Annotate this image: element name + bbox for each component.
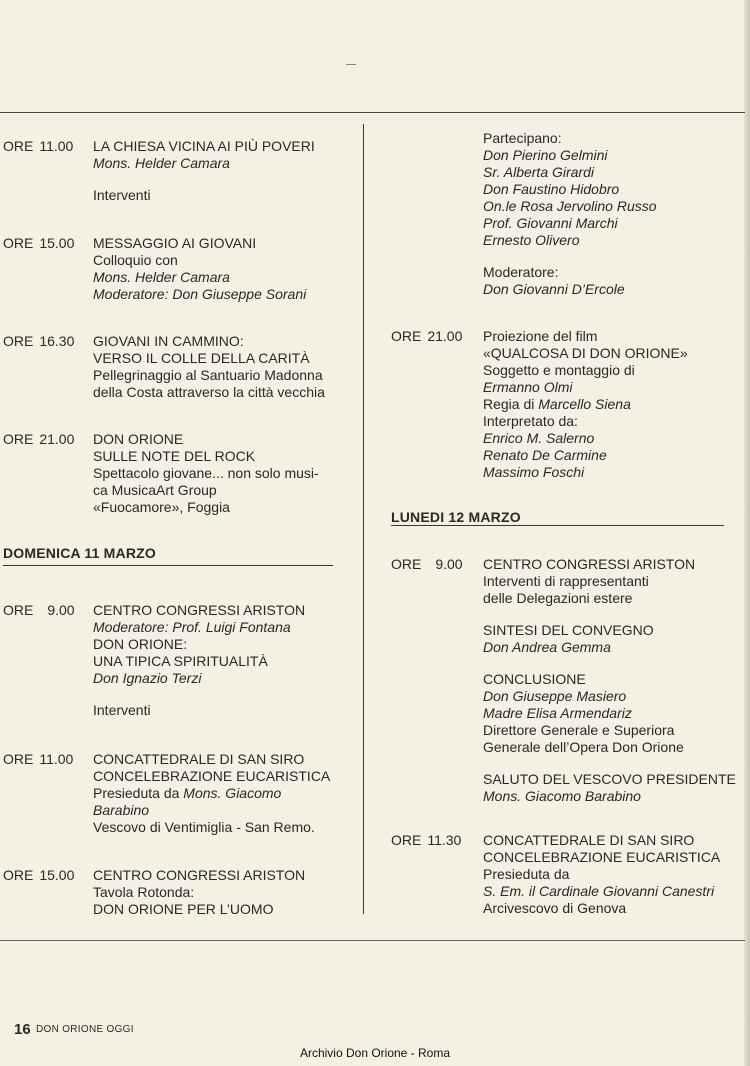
entry-line (93, 702, 305, 719)
entry-line (93, 333, 325, 350)
spacer (483, 249, 657, 264)
entry-body (483, 832, 720, 917)
entry-line (93, 367, 325, 384)
bottom-rule (0, 940, 745, 941)
line-text: Generale dell’Opera Don Orione (483, 739, 684, 755)
line-text: Interventi (93, 187, 151, 203)
entry-line (93, 350, 325, 367)
entry-line (93, 465, 319, 482)
entry-time (3, 751, 73, 768)
line-text: Massimo Foschi (483, 464, 585, 480)
entry-line (483, 328, 688, 345)
top-rule (0, 112, 745, 113)
entry-line (93, 602, 305, 619)
day-heading-lunedi: LUNEDI 12 MARZO (391, 509, 521, 525)
entry-body (93, 235, 306, 303)
line-text: LA CHIESA VICINA AI PIÙ POVERI (93, 138, 315, 154)
entry-time (3, 235, 74, 252)
entry-line (93, 482, 319, 499)
entry-line (483, 447, 688, 464)
ore-label: ORE (391, 832, 422, 848)
entry-line (483, 396, 688, 413)
line-text: Presieduta da (93, 785, 184, 801)
line-text: Interventi di rappresentanti (483, 573, 649, 589)
line-text: Renato De Carmine (483, 447, 607, 463)
entry-line (483, 788, 736, 805)
entry-time (3, 867, 74, 884)
entry-line (483, 130, 657, 147)
line-text: CENTRO CONGRESSI ARISTON (483, 556, 696, 572)
line-text: Don Pierino Gelmini (483, 147, 608, 163)
line-text: Interpretato da: (483, 413, 578, 429)
time-value: 15.00 (39, 235, 75, 251)
entry-line (93, 448, 319, 465)
line-text: Don Giovanni D’Ercole (483, 281, 625, 297)
entry-body (483, 328, 688, 481)
line-text: On.le Rosa Jervolino Russo (483, 198, 657, 214)
line-text: SULLE NOTE DEL ROCK (93, 448, 256, 464)
line-text: Enrico M. Salerno (483, 430, 595, 446)
line-text: Ermanno Olmi (483, 379, 573, 395)
line-text: Sr. Alberta Girardi (483, 164, 594, 180)
line-text: Barabino (93, 802, 150, 818)
line-text: CONCELEBRAZIONE EUCARISTICA (483, 849, 721, 865)
entry-time (3, 431, 74, 448)
magazine-title: DON ORIONE OGGI (36, 1024, 134, 1035)
line-text: ca MusicaArt Group (93, 482, 217, 498)
entry-line (93, 901, 305, 918)
line-text: Regia di (483, 396, 539, 412)
entry-line (93, 751, 330, 768)
entry-line (483, 849, 720, 866)
time-value: 21.00 (39, 431, 75, 447)
entry-line (483, 556, 736, 573)
entry-line (93, 499, 319, 516)
entry-line (483, 232, 657, 249)
entry-line (93, 867, 305, 884)
line-text: Arcivescovo di Genova (483, 900, 627, 916)
time-value: 16.30 (39, 333, 75, 349)
entry-line (93, 187, 315, 204)
line-text: Ernesto Olivero (483, 232, 580, 248)
entry-line (483, 671, 736, 688)
line-italic-tail: Marcello Siena (538, 396, 631, 412)
line-text: Prof. Giovanni Marchi (483, 215, 618, 231)
entry-line (483, 722, 736, 739)
line-text: Moderatore: Don Giuseppe Sorani (93, 286, 307, 302)
entry-line (93, 785, 330, 802)
entry-line (483, 413, 688, 430)
entry-line (483, 771, 736, 788)
line-text: della Costa attraverso la città vecchia (93, 384, 325, 400)
entry-line (93, 653, 305, 670)
line-text: CONCLUSIONE (483, 671, 586, 687)
entry-line (483, 639, 736, 656)
entry-line (483, 739, 736, 756)
line-text: DON ORIONE (93, 431, 184, 447)
entry-line (483, 866, 720, 883)
line-text: Pellegrinaggio al Santuario Madonna (93, 367, 323, 383)
entry-line (483, 464, 688, 481)
line-text: Proiezione del film (483, 328, 598, 344)
line-text: CONCATTEDRALE DI SAN SIRO (93, 751, 305, 767)
line-text: Mons. Helder Camara (93, 155, 230, 171)
entry-line (93, 802, 330, 819)
entry-line (483, 198, 657, 215)
line-text: «QUALCOSA DI DON ORIONE» (483, 345, 688, 361)
line-text: delle Delegazioni estere (483, 590, 633, 606)
day-heading-rule (3, 565, 333, 566)
spacer (483, 607, 736, 622)
entry-line (93, 670, 305, 687)
line-text: Direttore Generale e Superiora (483, 722, 675, 738)
entry-line (483, 281, 657, 298)
line-text: Presieduta da (483, 866, 570, 882)
time-value: 15.00 (39, 867, 75, 883)
entry-body (483, 130, 657, 298)
ore-label: ORE (3, 138, 34, 154)
line-text: CENTRO CONGRESSI ARISTON (93, 867, 306, 883)
ore-label: ORE (3, 602, 34, 618)
line-text: Spettacolo giovane... non solo musi- (93, 465, 319, 481)
ore-label: ORE (3, 867, 34, 883)
ore-label: ORE (3, 333, 34, 349)
entry-time (3, 333, 74, 350)
line-text: VERSO IL COLLE DELLA CARITÀ (93, 350, 310, 366)
line-text: CONCELEBRAZIONE EUCARISTICA (93, 768, 331, 784)
entry-line (93, 269, 306, 286)
entry-body (93, 867, 305, 918)
entry-body (93, 602, 305, 719)
entry-line (483, 362, 688, 379)
entry-line (483, 147, 657, 164)
entry-line (93, 819, 330, 836)
line-text: DON ORIONE PER L’UOMO (93, 901, 274, 917)
line-text: CONCATTEDRALE DI SAN SIRO (483, 832, 695, 848)
line-text: Don Andrea Gemma (483, 639, 611, 655)
time-value: 11.00 (39, 138, 74, 154)
entry-line (93, 155, 315, 172)
entry-line (483, 832, 720, 849)
entry-line (93, 431, 319, 448)
spacer (483, 656, 736, 671)
entry-line (483, 590, 736, 607)
entry-line (483, 622, 736, 639)
ore-label: ORE (391, 556, 422, 572)
entry-line (93, 138, 315, 155)
line-text: Interventi (93, 702, 151, 718)
ore-label: ORE (3, 431, 34, 447)
line-italic-tail: Mons. Giacomo (183, 785, 282, 801)
line-text: MESSAGGIO AI GIOVANI (93, 235, 257, 251)
line-text: Don Giuseppe Masiero (483, 688, 627, 704)
entry-body (93, 138, 315, 204)
entry-line (93, 768, 330, 785)
entry-time (391, 328, 462, 345)
time-value: 9.00 (47, 602, 75, 618)
entry-line (483, 705, 736, 722)
top-mark (346, 64, 356, 65)
line-text: UNA TIPICA SPIRITUALITÀ (93, 653, 268, 669)
entry-line (483, 264, 657, 281)
line-text: Vescovo di Ventimiglia - San Remo. (93, 819, 315, 835)
ore-label: ORE (3, 235, 34, 251)
entry-line (93, 884, 305, 901)
entry-body (93, 751, 330, 836)
entry-body (483, 556, 736, 805)
line-text: Mons. Helder Camara (93, 269, 230, 285)
line-text: DON ORIONE: (93, 636, 188, 652)
time-value: 9.00 (435, 556, 463, 572)
entry-line (93, 235, 306, 252)
page-edge-shadow (744, 0, 750, 1066)
day-heading-rule (391, 525, 724, 526)
entry-line (93, 636, 305, 653)
line-text: Moderatore: (483, 264, 559, 280)
entry-line (483, 573, 736, 590)
spacer (93, 172, 315, 187)
column-divider (363, 124, 364, 914)
entry-line (483, 345, 688, 362)
entry-line (483, 430, 688, 447)
spacer (483, 756, 736, 771)
archive-credit: Archivio Don Orione - Roma (299, 1046, 451, 1060)
time-value: 21.00 (427, 328, 463, 344)
time-value: 11.30 (427, 832, 462, 848)
entry-line (483, 688, 736, 705)
entry-body (93, 333, 325, 401)
entry-line (483, 379, 688, 396)
line-text: Tavola Rotonda: (93, 884, 195, 900)
spacer (93, 687, 305, 702)
entry-line (483, 215, 657, 232)
entry-line (483, 181, 657, 198)
line-text: Partecipano: (483, 130, 562, 146)
ore-label: ORE (391, 328, 422, 344)
line-text: S. Em. il Cardinale Giovanni Canestri (483, 883, 715, 899)
entry-line (483, 164, 657, 181)
line-text: Madre Elisa Armendariz (483, 705, 632, 721)
line-text: CENTRO CONGRESSI ARISTON (93, 602, 306, 618)
line-text: SINTESI DEL CONVEGNO (483, 622, 654, 638)
page-number: 16 (14, 1021, 31, 1038)
time-value: 11.00 (39, 751, 74, 767)
line-text: «Fuocamore», Foggia (93, 499, 230, 515)
entry-time (391, 556, 463, 573)
line-text: Moderatore: Prof. Luigi Fontana (93, 619, 291, 635)
entry-line (93, 384, 325, 401)
entry-line (483, 883, 720, 900)
entry-line (483, 900, 720, 917)
ore-label: ORE (3, 751, 34, 767)
entry-time (3, 602, 75, 619)
line-text: GIOVANI IN CAMMINO: (93, 333, 244, 349)
entry-body (93, 431, 319, 516)
entry-line (93, 252, 306, 269)
entry-time (391, 832, 461, 849)
line-text: Colloquio con (93, 252, 178, 268)
entry-line (93, 619, 305, 636)
day-heading-domenica: DOMENICA 11 MARZO (3, 545, 157, 561)
line-text: Soggetto e montaggio di (483, 362, 635, 378)
entry-time (3, 138, 73, 155)
line-text: Don Faustino Hidobro (483, 181, 620, 197)
entry-line (93, 286, 306, 303)
line-text: Don Ignazio Terzi (93, 670, 202, 686)
line-text: Mons. Giacomo Barabino (483, 788, 641, 804)
line-text: SALUTO DEL VESCOVO PRESIDENTE (483, 771, 736, 787)
